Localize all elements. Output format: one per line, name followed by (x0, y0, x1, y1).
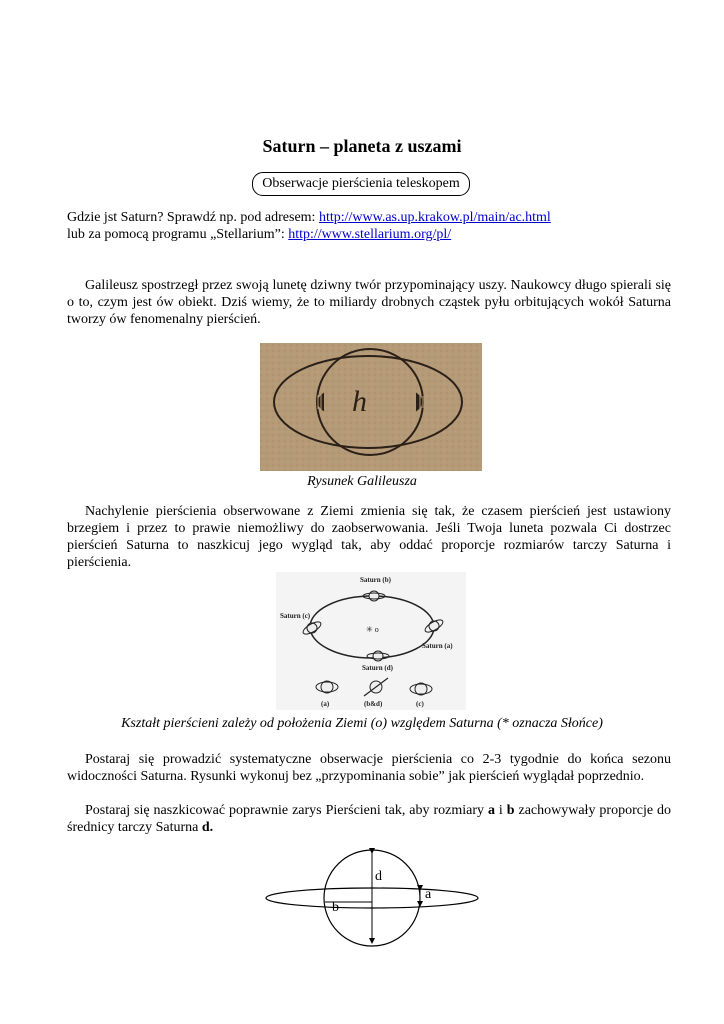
paragraph-observe: Postaraj się prowadzić systematyczne obserwacje pierścienia co 2-3 tygodnie do końca sezonu widoczności Saturna. Rysunki wykonuj bez „przypominania sobie” jak pierścień wyglądał poprzednio. (67, 752, 671, 784)
caption-orbit: Kształt pierścieni zależy od położenia Ziemi (o) względem Saturna (* oznacza Słońce) (121, 716, 603, 731)
link-krakow[interactable]: http://www.as.up.krakow.pl/main/ac.html (318, 210, 551, 225)
sketch-text-3: zachowywały proporcje do średnicy tarczy Saturna (67, 803, 671, 835)
sketch-text-2: i (494, 803, 507, 818)
sketch-letter-a: a (487, 803, 495, 818)
galileo-sketch (260, 343, 482, 471)
small-label-a: (a) (321, 700, 330, 708)
diagram-label-d: d (375, 869, 382, 884)
sketch-letter-b: b (506, 803, 515, 818)
saturn-proportion-diagram (262, 848, 486, 948)
diagram-label-a: a (425, 887, 432, 902)
paragraph-galileo: Galileusz spostrzegł przez swoją lunetę dziwny twór przypominający uszy. Naukowcy długo spierali się o to, czym jest ów obiekt. Dziś wiemy, że to miliardy drobnych cząstek pyłu orbitujących wokół Saturna tworzy ów fenomenalny pierścień. (67, 278, 671, 327)
orbit-label-b: Saturn (b) (360, 576, 391, 584)
sketch-letter-d: d. (201, 820, 214, 835)
orbit-label-c: Saturn (c) (280, 612, 311, 620)
sketch-background (260, 343, 482, 471)
sketch-letter-h: h (352, 385, 367, 418)
small-label-bd: (b&d) (364, 700, 383, 708)
paragraph-tilt: Nachylenie pierścienia obserwowane z Ziemi zmienia się tak, że czasem pierścień jest ustawiony brzegiem i przez to prawie niemożliwy do zaobserwowania. Jeśli Twoja luneta pozwala Ci dostrzec pierścień Saturna to naszkicuj jego wygląd tak, aby oddać proporcje rozmiarów tarczy Saturna i pierścienia. (67, 504, 671, 570)
subtitle-box: Obserwacje pierścienia teleskopem (252, 172, 470, 196)
page-title: Saturn – planeta z uszami (262, 136, 462, 156)
paragraph-sketch (67, 802, 671, 836)
small-label-c: (c) (416, 700, 424, 708)
link-stellarium[interactable]: http://www.stellarium.org/pl/ (288, 227, 452, 242)
intro-text-1: Gdzie jst Saturn? Sprawdź np. pod adresem: (67, 210, 319, 225)
diagram-label-b: b (332, 900, 339, 915)
orbit-center-label: ✳ o (366, 625, 379, 634)
sketch-text-1: Postaraj się naszkicować poprawnie zarys Pierścieni tak, aby rozmiary (85, 803, 488, 818)
intro-line-1 (67, 209, 671, 226)
intro-line-2 (67, 226, 671, 243)
orbit-label-a: Saturn (a) (422, 642, 453, 650)
orbit-label-d: Saturn (d) (362, 664, 393, 672)
caption-galileo: Rysunek Galileusza (307, 474, 417, 489)
intro-text-2: lub za pomocą programu „Stellarium”: (67, 227, 289, 242)
orbit-diagram (276, 572, 466, 710)
